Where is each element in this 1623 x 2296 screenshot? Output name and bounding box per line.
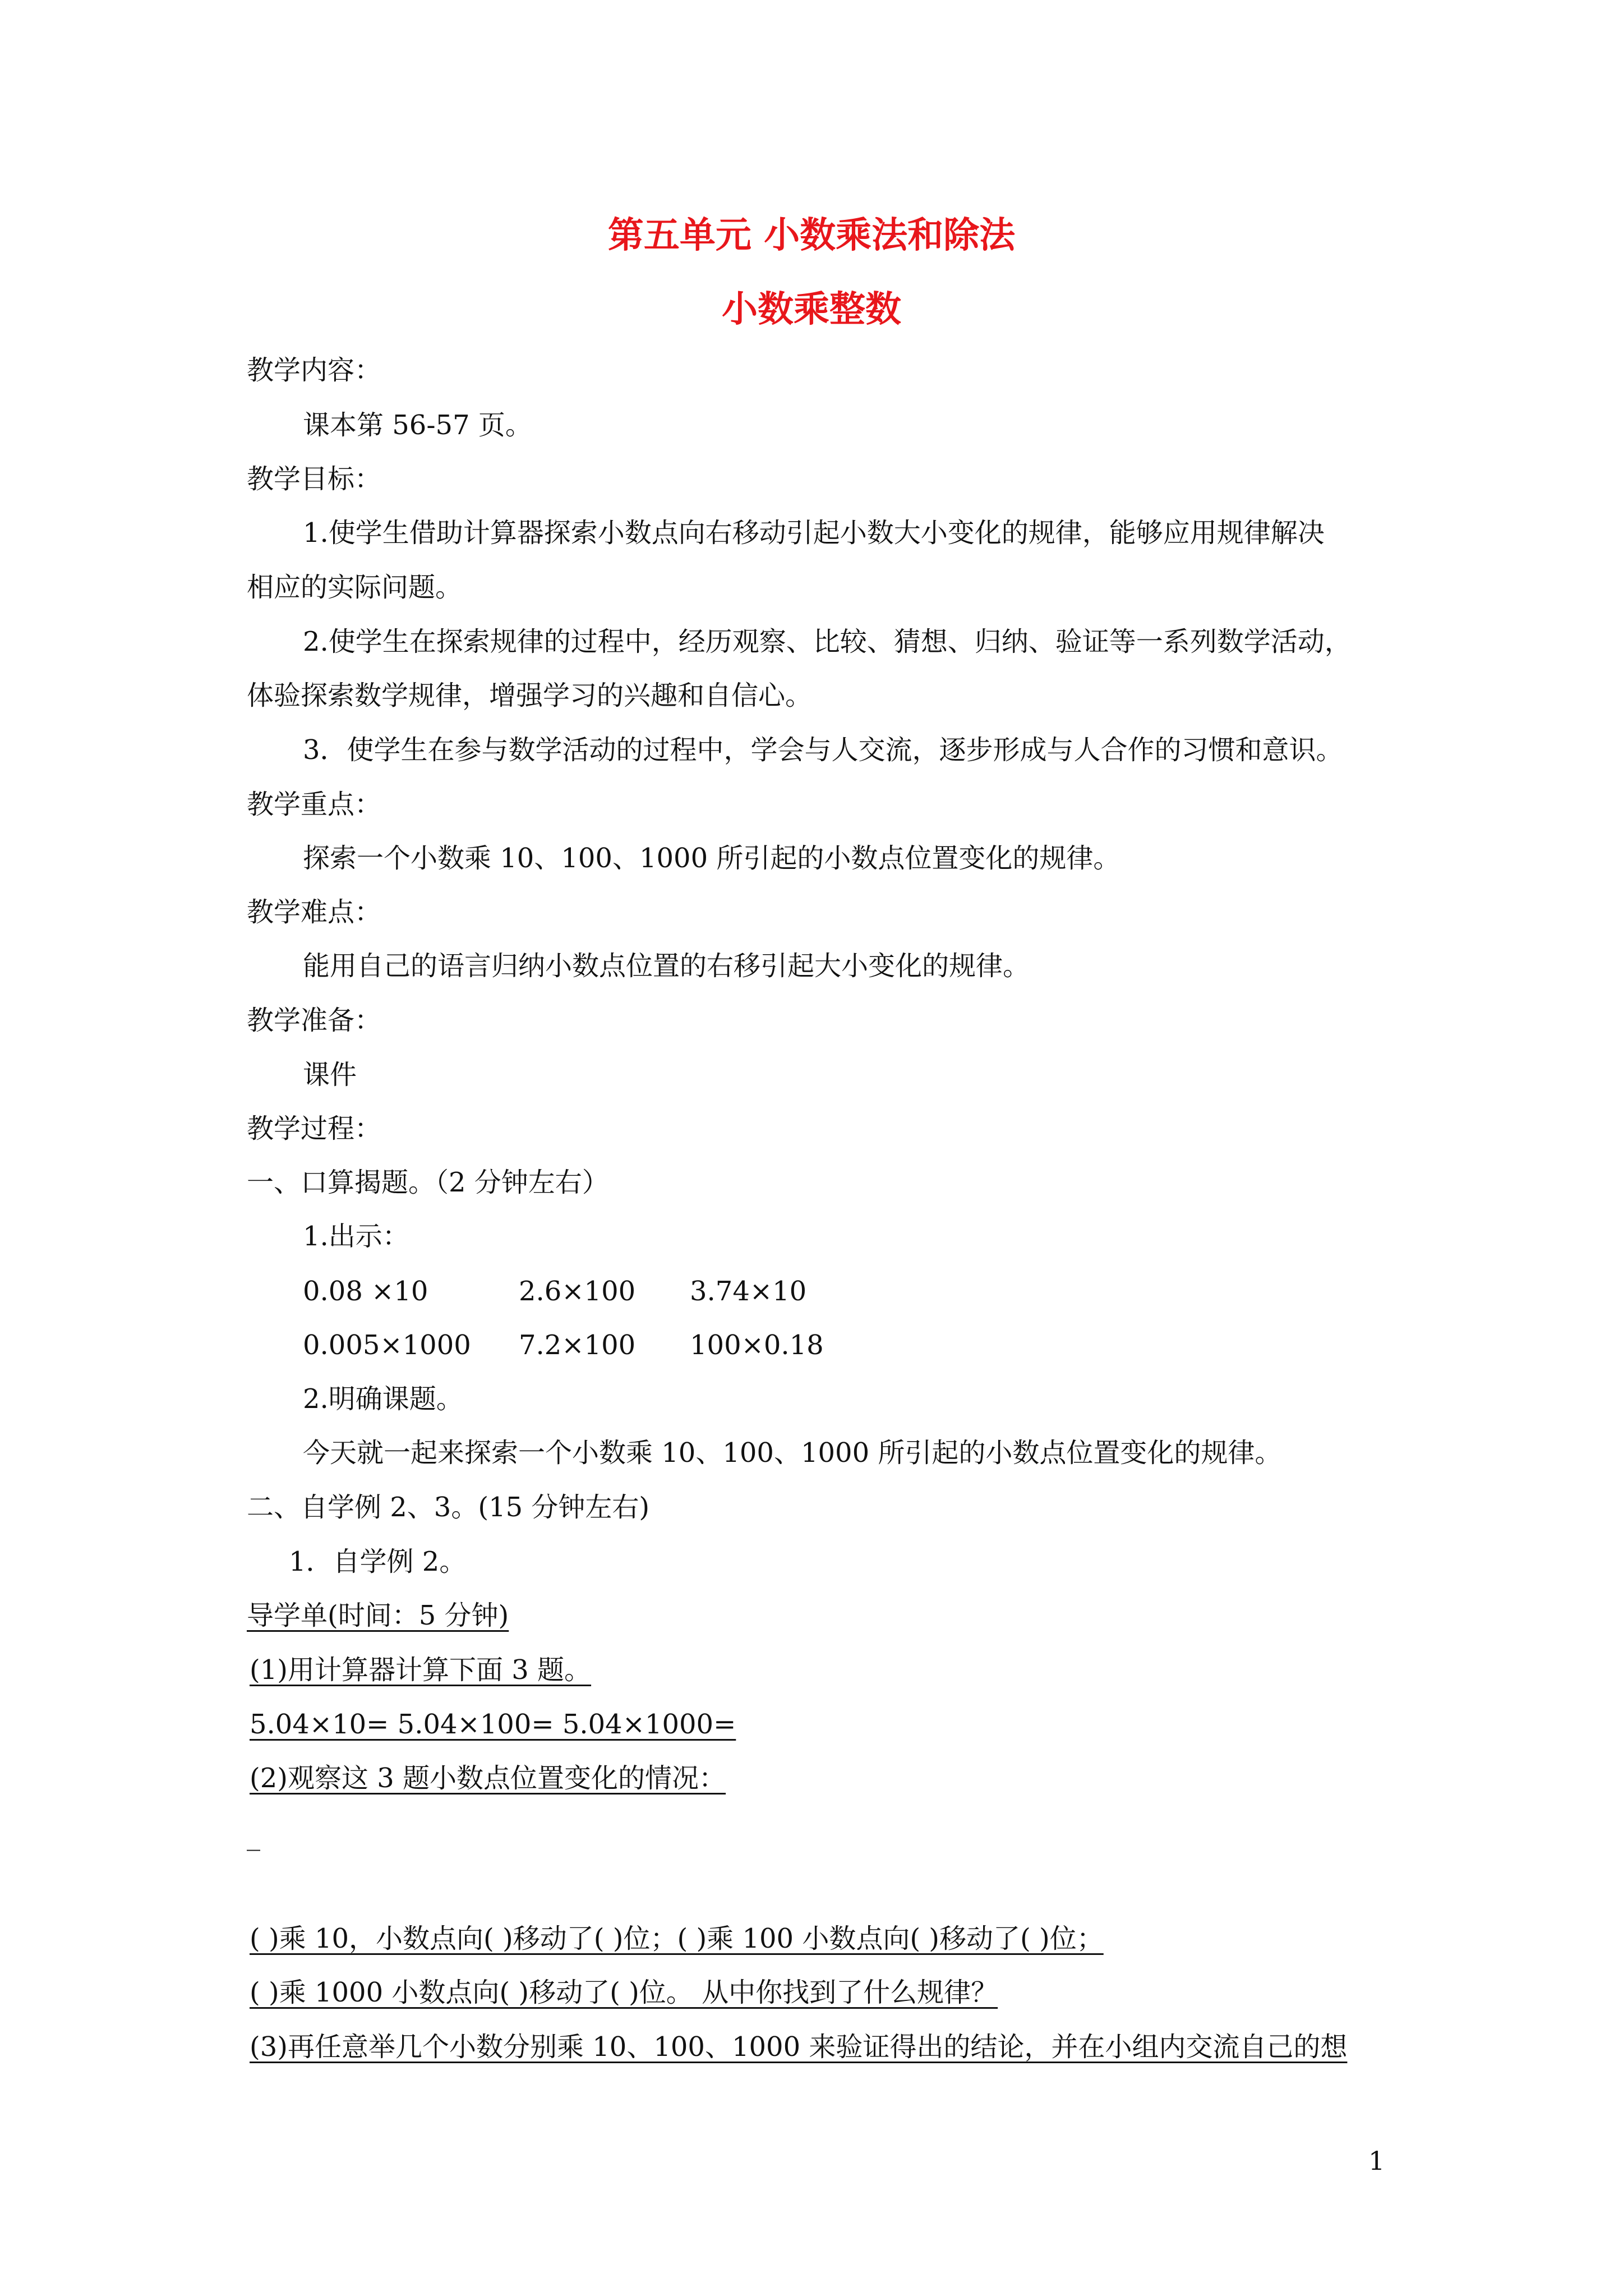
guide-step-3: (3)再任意举几个小数分别乘 10、100、1000 来验证得出的结论，并在小组内交流自己的想 xyxy=(250,2031,1348,2063)
goals-label: 教学目标： xyxy=(247,463,382,495)
goal-2-line-2: 体验探索数学规律，增强学习的兴趣和自信心。 xyxy=(247,680,813,711)
key-text: 探索一个小数乘 10、100、1000 所引起的小数点位置变化的规律。 xyxy=(303,843,1121,874)
guide-step-1: (1)用计算器计算下面 3 题。 xyxy=(250,1654,592,1686)
key-label: 教学重点： xyxy=(247,789,382,820)
prep-text: 课件 xyxy=(303,1059,357,1091)
calc-item: 0.08 ×10 xyxy=(303,1276,428,1307)
goal-1-line-2: 相应的实际问题。 xyxy=(247,572,463,603)
section-2-item-1: 1．自学例 2。 xyxy=(289,1546,467,1577)
calc-item: 100×0.18 xyxy=(690,1329,824,1361)
page-title: 第五单元 小数乘法和除法 xyxy=(607,214,1016,256)
section-2-heading: 二、自学例 2、3。(15 分钟左右) xyxy=(247,1492,650,1523)
difficulty-label: 教学难点： xyxy=(247,896,382,928)
page-subtitle: 小数乘整数 xyxy=(722,288,901,330)
difficulty-text: 能用自己的语言归纳小数点位置的右移引起大小变化的规律。 xyxy=(303,950,1030,982)
prep-label: 教学准备： xyxy=(247,1005,382,1036)
page-number: 1 xyxy=(1368,2146,1385,2176)
calc-item: 7.2×100 xyxy=(519,1329,636,1361)
calc-row-2 xyxy=(303,1327,824,1363)
calc-item: 0.005×1000 xyxy=(303,1329,471,1361)
fill-in-line-2: ( )乘 1000 小数点向( )移动了( )位。 从中你找到了什么规律？ xyxy=(250,1977,998,2008)
guide-calc-line: 5.04×10= 5.04×100= 5.04×1000= xyxy=(250,1709,736,1740)
section-1-item-2-text: 今天就一起来探索一个小数乘 10、100、1000 所引起的小数点位置变化的规律。 xyxy=(303,1437,1282,1469)
guide-step-2: (2)观察这 3 题小数点位置变化的情况： xyxy=(250,1763,726,1794)
calc-row-1 xyxy=(303,1273,806,1309)
goal-3: 3．使学生在参与数学活动的过程中，学会与人交流，逐步形成与人合作的习惯和意识。 xyxy=(303,734,1343,766)
section-1-item-1: 1.出示： xyxy=(303,1221,409,1252)
calc-item: 3.74×10 xyxy=(690,1276,807,1307)
section-1-item-2: 2.明确课题。 xyxy=(303,1383,463,1415)
blank-mark: _ xyxy=(247,1820,260,1851)
process-label: 教学过程： xyxy=(247,1113,382,1144)
calc-item: 2.6×100 xyxy=(519,1276,636,1307)
guide-sheet-title: 导学单(时间：5 分钟) xyxy=(247,1600,509,1631)
fill-in-line-1: ( )乘 10，小数点向( )移动了( )位；( )乘 100 小数点向( )移动了( )位； xyxy=(250,1923,1104,1954)
content-label: 教学内容： xyxy=(247,355,382,386)
goal-2-line-1: 2.使学生在探索规律的过程中，经历观察、比较、猜想、归纳、验证等一系列数学活动， xyxy=(303,626,1352,657)
content-text: 课本第 56-57 页。 xyxy=(303,409,532,441)
section-1-heading: 一、口算揭题。（2 分钟左右） xyxy=(247,1167,609,1198)
goal-1-line-1: 1.使学生借助计算器探索小数点向右移动引起小数大小变化的规律，能够应用规律解决 xyxy=(303,517,1325,549)
